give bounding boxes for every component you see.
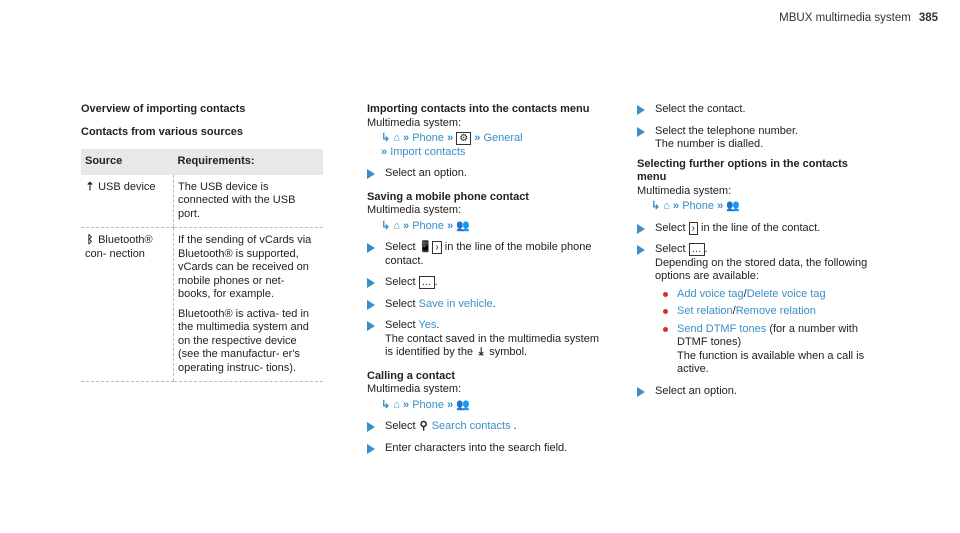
sources-table — [81, 149, 323, 382]
chevron-icon: » — [403, 132, 410, 144]
right-column — [637, 103, 869, 398]
req-usb: The USB device is connected with the USB port. — [174, 175, 324, 228]
chevron-icon: » — [403, 398, 410, 411]
chevron-right-icon: › — [689, 222, 698, 235]
step-select: Select — [655, 243, 686, 255]
path-import: Import contacts — [390, 145, 466, 158]
ms-label-1: Multimedia system: — [367, 116, 462, 129]
home-icon: ⌂ — [393, 219, 400, 232]
step: Select Yes. The contact saved in the multimedia system is identified by the ⤓ symbol. — [367, 319, 599, 360]
path-arrow-icon: ↳ — [381, 132, 391, 144]
search-icon: ⚲ — [419, 420, 428, 432]
step-text: in the line of the mobile phone contact. — [385, 241, 592, 267]
bluetooth-icon: ᛒ — [86, 234, 94, 246]
step-result: The number is dialled. — [655, 138, 764, 150]
menu-path — [637, 200, 869, 214]
path-arrow-icon: ↳ — [381, 398, 391, 411]
step-select: Select — [385, 420, 416, 432]
path-phone: Phone — [412, 398, 444, 411]
req-bt-1: If the sending of vCards via Bluetooth® is supported, vCards can be received on mobile phones or net- books, for example. — [178, 234, 312, 300]
step: Select ⚲ Search contacts . — [367, 420, 599, 434]
source-bt: Bluetooth® con- nection — [85, 234, 153, 260]
chevron-icon: » — [447, 398, 454, 411]
option-note: The function is available when a call is active. — [677, 349, 865, 375]
import-heading: Importing contacts into the contacts menu — [367, 103, 590, 115]
chevron-icon: » — [403, 219, 410, 232]
save-heading: Saving a mobile phone contact — [367, 190, 529, 203]
chevron-icon: » — [673, 200, 680, 212]
header-title: MBUX multimedia system — [779, 12, 911, 24]
option-set-relation: Set relation — [677, 305, 733, 317]
step-select: Select — [385, 276, 416, 288]
step-select: Select — [385, 319, 416, 331]
menu-path-2 — [367, 220, 599, 234]
step-text: Select the contact. — [655, 103, 746, 115]
list-item — [661, 323, 869, 377]
step: Select … . — [367, 276, 599, 290]
saved-contact-icon: ⤓ — [478, 346, 484, 358]
home-icon: ⌂ — [393, 132, 400, 144]
table-row — [81, 175, 323, 228]
col-req-header: Requirements: — [174, 149, 324, 175]
list-item: Set relation/Remove relation — [661, 305, 869, 319]
chevron-icon: » — [447, 132, 454, 144]
step — [637, 103, 869, 117]
step-text: symbol. — [489, 346, 528, 358]
step-text: The contact saved in the multimedia system is identified by the — [385, 332, 599, 358]
step-text: in the line of the contact. — [701, 221, 821, 234]
left-column — [81, 103, 323, 382]
step: Select … . Depending on the stored data, the following options are available: Add voice tag/Delete voice tag Set relation/Remove relation Send DTMF tones (for a number with DTMF tones) The function is available when a call is active. — [637, 243, 869, 377]
path-arrow-icon: ↳ — [381, 219, 391, 232]
step-text: Select an option. — [385, 167, 467, 179]
option-note: (for a number with DTMF tones) — [677, 322, 858, 348]
step — [367, 241, 599, 268]
page-header — [779, 12, 938, 26]
home-icon: ⌂ — [393, 398, 400, 411]
overview-heading: Overview of importing contacts — [81, 103, 246, 115]
req-bt-2: Bluetooth® is activa- ted in the multimedia system and on the respective device (see the manufactur- er's operating instruc- tions). — [178, 307, 310, 374]
step — [637, 125, 869, 152]
step — [637, 222, 869, 236]
step-select: Select — [655, 221, 686, 234]
sources-heading: Contacts from various sources — [81, 126, 243, 138]
step — [367, 442, 599, 456]
chevron-icon: » — [717, 200, 724, 212]
settings-icon: ⚙ — [456, 132, 471, 145]
step: Select Save in vehicle. — [367, 298, 599, 312]
link-save-in-vehicle: Save in vehicle — [418, 297, 493, 310]
menu-path-1 — [367, 132, 599, 159]
option-add-voice-tag: Add voice tag — [677, 287, 744, 300]
middle-column — [367, 103, 599, 455]
ms-label: Multimedia system: — [637, 184, 732, 197]
path-arrow-icon: ↳ — [651, 200, 661, 212]
path-phone: Phone — [412, 219, 444, 232]
more-icon: … — [689, 243, 705, 256]
step-text: Enter characters into the search field. — [385, 441, 568, 454]
contacts-icon: 👥 — [456, 398, 470, 411]
col-source-header: Source — [81, 149, 174, 175]
step — [637, 385, 869, 399]
path-phone: Phone — [412, 132, 444, 144]
source-usb: USB device — [98, 180, 156, 193]
ms-label-2: Multimedia system: — [367, 204, 462, 216]
chevron-icon: » — [447, 219, 454, 232]
more-icon: … — [419, 276, 435, 289]
option-send-dtmf: Send DTMF tones — [677, 322, 767, 335]
menu-path-3 — [367, 399, 599, 413]
step-select: Select — [385, 297, 416, 310]
contacts-icon: 👥 — [726, 200, 740, 212]
phone-icon: 📱 — [418, 241, 433, 253]
list-item: Add voice tag/Delete voice tag — [661, 288, 869, 302]
table-row — [81, 228, 323, 382]
step-text: Select an option. — [655, 384, 737, 397]
link-yes: Yes — [418, 319, 437, 331]
path-phone: Phone — [682, 200, 714, 212]
page-number: 385 — [918, 12, 938, 24]
option-delete-voice-tag: Delete voice tag — [746, 287, 826, 300]
step — [367, 167, 599, 181]
home-icon: ⌂ — [663, 200, 670, 212]
contacts-icon: 👥 — [456, 219, 470, 232]
step-text: Select the telephone number. — [655, 124, 799, 137]
link-search-contacts: Search contacts — [431, 420, 511, 432]
ms-label-3: Multimedia system: — [367, 383, 462, 395]
further-heading: Selecting further options in the contacts menu — [637, 157, 848, 183]
chevron-icon: » — [381, 145, 388, 158]
chevron-icon: » — [474, 132, 481, 144]
option-remove-relation: Remove relation — [735, 305, 816, 317]
call-heading: Calling a contact — [367, 369, 456, 382]
chevron-right-icon: › — [432, 241, 441, 254]
step-select: Select — [385, 241, 416, 253]
path-general: General — [483, 132, 523, 144]
usb-icon: ⇡ — [85, 180, 95, 193]
step-text: Depending on the stored data, the following options are available: — [655, 256, 868, 282]
